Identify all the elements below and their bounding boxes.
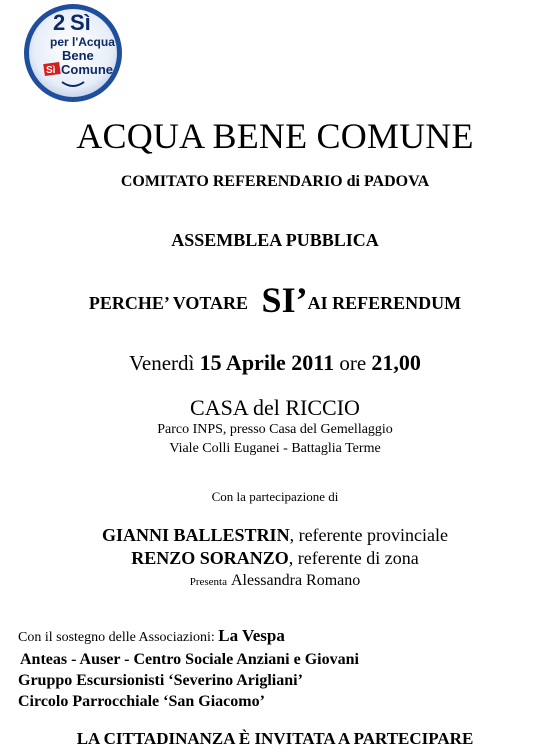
venue-address-line1: Parco INPS, presso Casa del Gemellaggio — [157, 422, 393, 437]
association-line: Gruppo Escursionisti ‘Severino Arigliani’ — [18, 672, 303, 689]
logo-line2: Bene — [62, 48, 94, 63]
support-intro-line — [18, 626, 285, 648]
speaker-line — [0, 524, 550, 546]
event-date-value: 15 Aprile 2011 — [199, 350, 335, 375]
event-day: Venerdì — [129, 351, 195, 375]
participation-intro: Con la partecipazione di — [211, 489, 339, 504]
speaker-role: , referente di zona — [288, 548, 419, 568]
event-time: 21,00 — [371, 350, 421, 375]
association-line: Anteas - Auser - Centro Sociale Anziani e Giovani — [20, 651, 359, 668]
event-ore: ore — [339, 351, 367, 375]
speaker-name: GIANNI BALLESTRIN — [102, 525, 290, 545]
support-intro: Con il sostegno delle Associazioni: — [18, 630, 215, 645]
why-si: SI’ — [261, 280, 308, 320]
speaker-role: , referente provinciale — [289, 525, 448, 545]
logo-si: Sì — [70, 10, 91, 35]
assembly-heading: ASSEMBLEA PUBBLICA — [171, 230, 379, 250]
logo-line1: per l'Acqua — [50, 35, 115, 49]
presenter-line — [0, 571, 550, 592]
committee-name: COMITATO REFERENDARIO di PADOVA — [120, 173, 430, 190]
presenter-name: Alessandra Romano — [230, 572, 361, 589]
referendum-logo — [22, 2, 124, 104]
event-date — [0, 349, 550, 377]
logo-stamp: Sì — [46, 65, 56, 76]
speaker-name: RENZO SORANZO — [131, 548, 289, 568]
logo-line3: Comune — [61, 62, 113, 77]
why-before: PERCHE’ VOTARE — [88, 293, 249, 313]
association-line: Circolo Parrocchiale ‘San Giacomo’ — [18, 693, 265, 710]
why-after: AI REFERENDUM — [307, 293, 462, 313]
logo-badge-icon — [22, 2, 124, 104]
venue-name: CASA del RICCIO — [190, 395, 360, 420]
venue-address-line2: Viale Colli Euganei - Battaglia Terme — [169, 441, 381, 456]
support-first-association: La Vespa — [218, 626, 285, 645]
page-title: ACQUA BENE COMUNE — [76, 116, 474, 156]
invitation-footer: LA CITTADINANZA È INVITATA A PARTECIPARE — [76, 729, 474, 748]
speaker-line — [0, 547, 550, 569]
why-vote-heading — [0, 282, 550, 321]
logo-number: 2 — [53, 10, 66, 35]
presenter-label: Presenta — [189, 576, 227, 588]
